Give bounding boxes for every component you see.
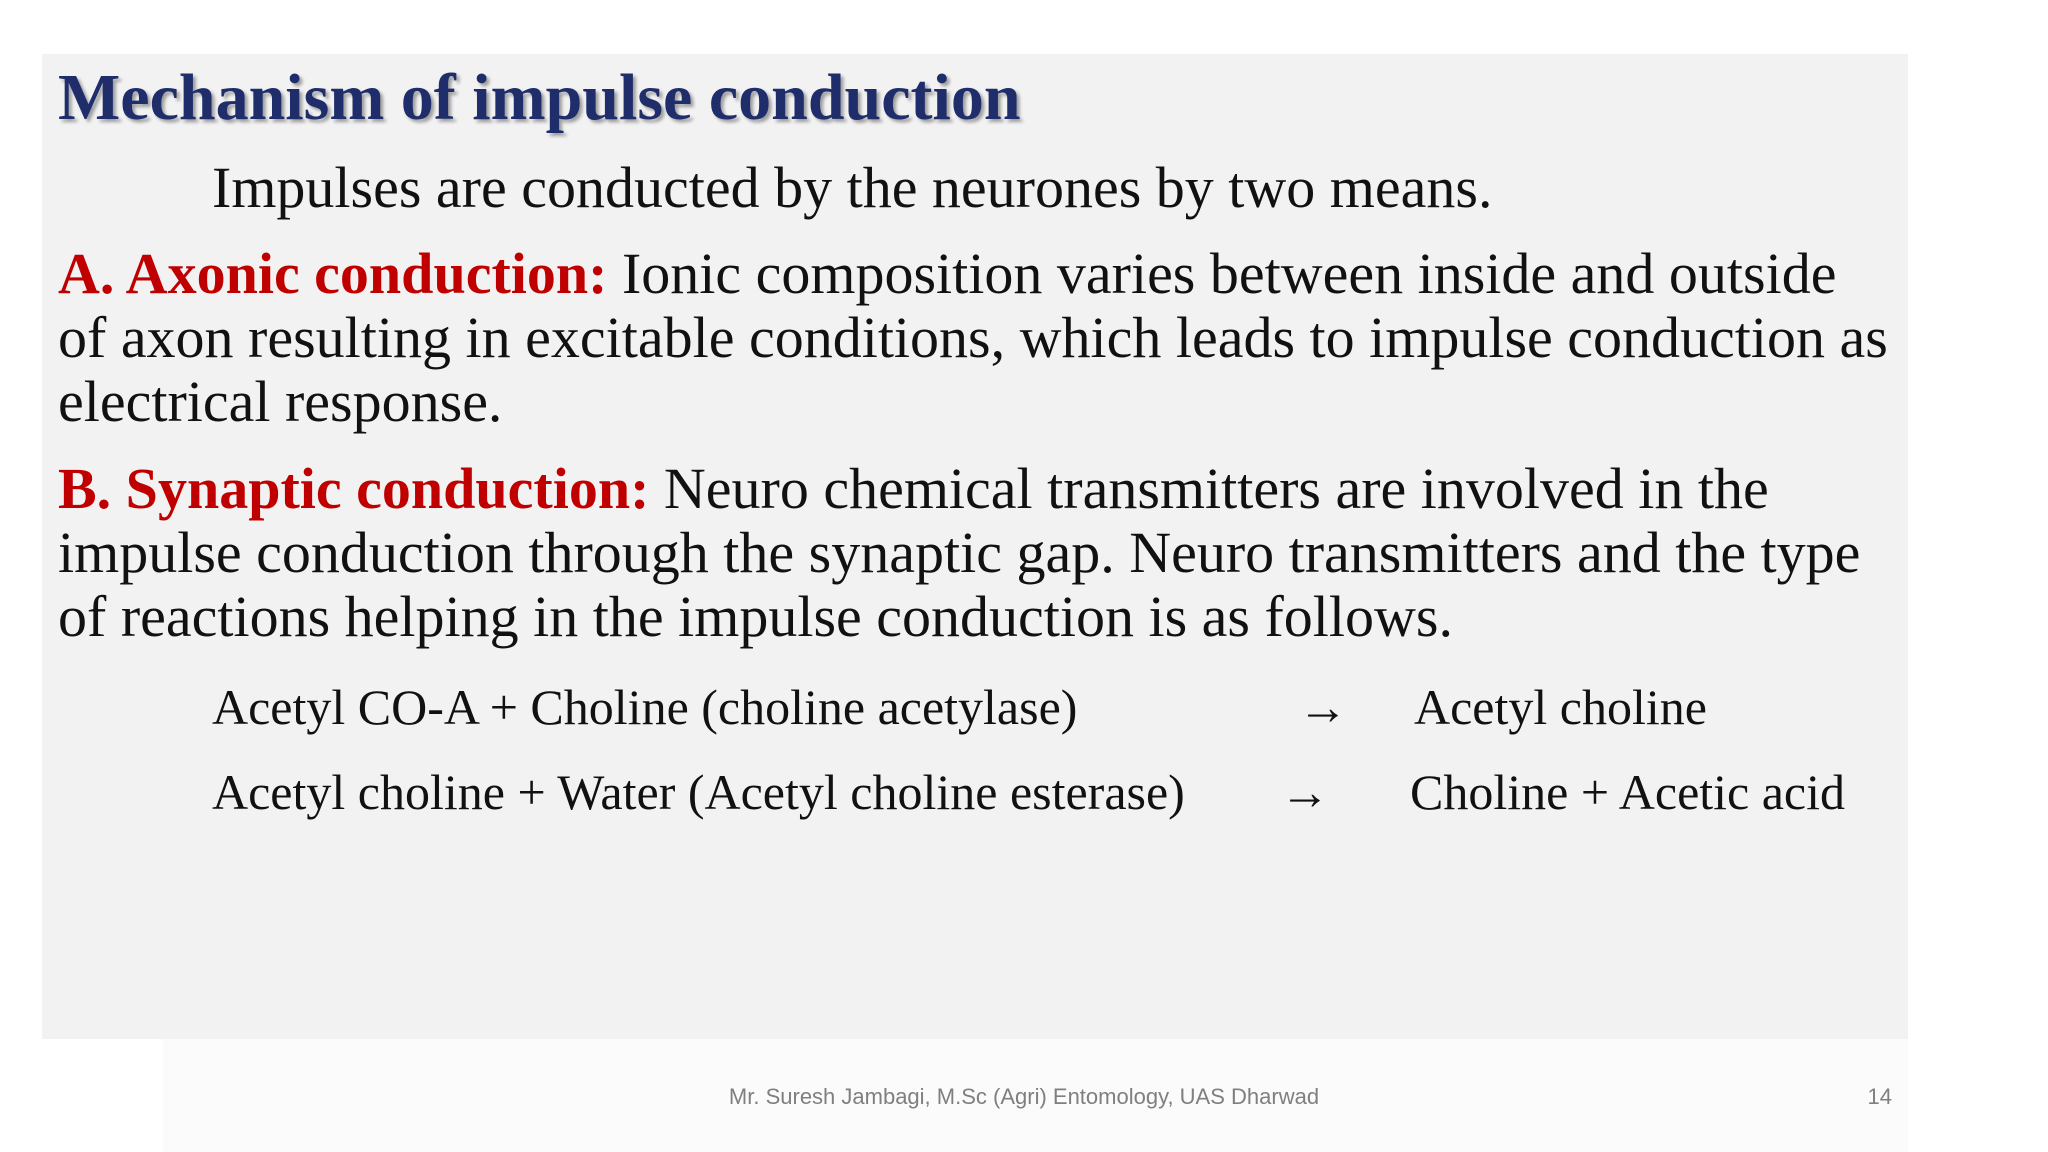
axonic-conduction-heading: A. Axonic conduction: xyxy=(58,241,608,306)
reaction-row xyxy=(0,757,2048,827)
axonic-conduction-paragraph xyxy=(58,242,1898,434)
reaction-arrow-icon: → xyxy=(1280,764,1330,820)
intro-text: Impulses are conducted by the neurones by two means. xyxy=(212,155,1493,220)
reaction-reactants: Acetyl choline + Water (Acetyl choline esterase) xyxy=(212,764,1185,820)
synaptic-conduction-paragraph xyxy=(58,457,1898,649)
synaptic-conduction-heading: B. Synaptic conduction: xyxy=(58,456,650,521)
synaptic-conduction-text: Neuro chemical transmitters are involved in the impulse conduction through the synaptic gap. Neuro transmitters and the type of reactions helping in the impulse conduction is as follows. xyxy=(58,456,1861,649)
reaction-arrow-icon: → xyxy=(1298,679,1348,735)
axonic-conduction-text: Ionic composition varies between inside and outside of axon resulting in excitable conditions, which leads to impulse conduction as electrical response. xyxy=(58,241,1888,434)
footer-author: Mr. Suresh Jambagi, M.Sc (Agri) Entomology, UAS Dharwad xyxy=(728,1084,1320,1109)
page-number: 14 xyxy=(1867,1084,1892,1109)
slide-title: Mechanism of impulse conduction xyxy=(58,61,1021,134)
reaction-reactants: Acetyl CO-A + Choline (choline acetylase) xyxy=(212,679,1078,735)
reaction-product: Choline + Acetic acid xyxy=(1410,764,1846,820)
reaction-product: Acetyl choline xyxy=(1414,679,1707,735)
reaction-row xyxy=(0,672,2048,742)
